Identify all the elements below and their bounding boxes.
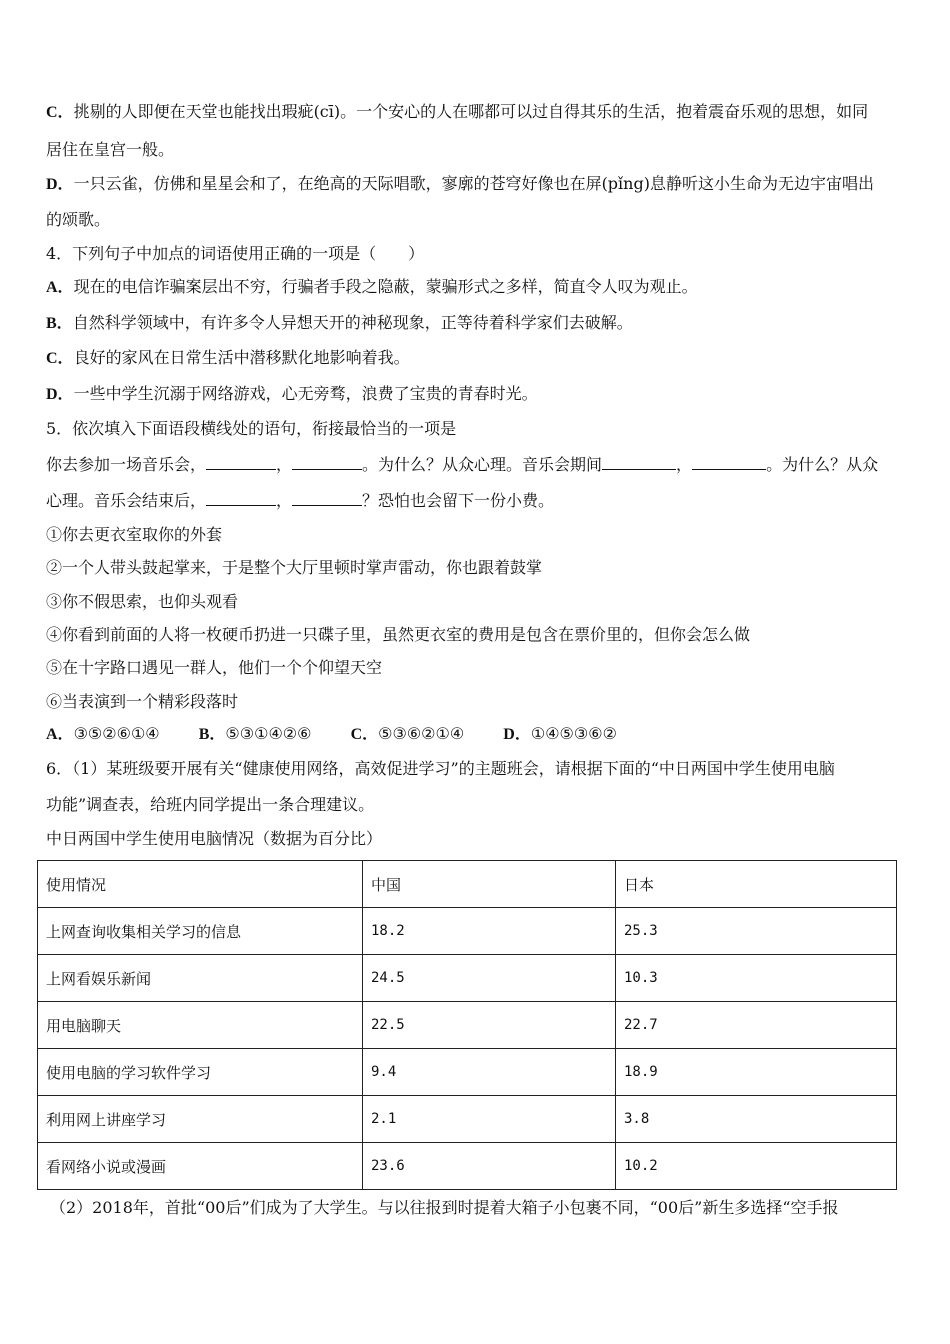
table-cell-usage: 上网看娱乐新闻 [38,955,363,1002]
table-cell-japan: 18.9 [616,1049,897,1096]
q5-sentence-4: ④你看到前面的人将一枚硬币扔进一只碟子里，虽然更衣室的费用是包含在票价里的，但你会怎么做 [46,625,751,644]
q5-sentence-1: ①你去更衣室取你的外套 [46,525,223,544]
table-cell-usage: 看网络小说或漫画 [38,1143,363,1190]
q3-option-c-letter: C． [46,104,74,121]
q4-option-d-text: 一些中学生沉溺于网络游戏，心无旁骛，浪费了宝贵的青春时光。 [73,384,538,403]
q5-blank-5[interactable] [206,491,276,506]
q5-stem: 5．依次填入下面语段横线处的语句，衔接最恰当的一项是 [46,419,457,438]
table-row [38,1049,897,1096]
q5-passage-line2 [46,491,554,511]
table-cell-usage: 上网查询收集相关学习的信息 [38,908,363,955]
q4-option-d-letter: D． [46,386,74,403]
table-header-row [38,861,897,908]
q5-choice-c-text: ⑤③⑥②①④ [378,724,465,743]
q4-stem: 4．下列句子中加点的词语使用正确的一项是（ ） [46,244,425,263]
q6-part1-line1: 6．（1）某班级要开展有关“健康使用网络，高效促进学习”的主题班会，请根据下面的“中日两国中学生使用电脑 [46,759,835,778]
table-cell-japan: 10.2 [616,1143,897,1190]
q6-table-title: 中日两国中学生使用电脑情况（数据为百分比） [46,829,383,848]
table-cell-usage: 利用网上讲座学习 [38,1096,363,1143]
q3-option-c-line1 [46,102,868,123]
q4-option-c-letter: C． [46,350,74,367]
q3-option-d-text: 一只云雀，仿佛和星星会和了，在绝高的天际唱歌，寥廓的苍穹好像也在屏(pǐng)息静听这小生命为无边宇宙唱出 [73,174,874,193]
table-header-china: 中国 [363,861,616,908]
table-row [38,1002,897,1049]
q5-passage-sep1: ， [276,455,293,474]
q5-sentence-2: ②一个人带头鼓起掌来，于是整个大厅里顿时掌声雷动，你也跟着鼓掌 [46,558,543,577]
table-cell-japan: 3.8 [616,1096,897,1143]
q5-blank-6[interactable] [292,491,362,506]
table-row [38,1143,897,1190]
q4-option-b-letter: B． [46,315,73,332]
q5-passage-sep2: ， [676,455,693,474]
q5-passage-part1: 你去参加一场音乐会， [46,455,207,474]
q5-sentence-6: ⑥当表演到一个精彩段落时 [46,692,239,711]
q5-choice-a-letter: A． [46,726,74,743]
table-cell-japan: 25.3 [616,908,897,955]
q5-sentence-3: ③你不假思索，也仰头观看 [46,592,239,611]
q5-blank-4[interactable] [692,455,766,470]
q4-option-a[interactable] [46,277,698,298]
table-cell-china: 23.6 [363,1143,616,1190]
table-row [38,908,897,955]
q4-option-c[interactable] [46,348,410,369]
table-cell-china: 2.1 [363,1096,616,1143]
q5-passage-sep3: ， [276,491,293,510]
q6-part1-line2: 功能”调查表，给班内同学提出一条合理建议。 [46,795,375,814]
table-cell-usage: 使用电脑的学习软件学习 [38,1049,363,1096]
q4-option-b-text: 自然科学领域中，有许多令人异想天开的神秘现象，正等待着科学家们去破解。 [72,313,633,332]
q5-choice-c[interactable] [351,724,465,745]
table-header-japan: 日本 [616,861,897,908]
q4-option-a-text: 现在的电信诈骗案层出不穷，行骗者手段之隐蔽，蒙骗形式之多样，简直令人叹为观止。 [73,277,698,296]
table-header-usage: 使用情况 [38,861,363,908]
q5-choice-b-text: ⑤③①④②⑥ [225,724,312,743]
table-cell-china: 9.4 [363,1049,616,1096]
table-cell-japan: 10.3 [616,955,897,1002]
q4-option-d[interactable] [46,384,538,405]
q3-option-d-line1 [46,174,874,195]
survey-table [37,860,897,1190]
q3-option-c-line2: 居住在皇宫一般。 [46,140,175,159]
q5-blank-2[interactable] [292,455,362,470]
q5-choices [46,724,651,745]
q5-choice-d-letter: D． [503,726,531,743]
q3-option-c-text: 挑剔的人即便在天堂也能找出瑕疵(cī)。一个安心的人在哪都可以过自得其乐的生活，抱着震奋乐观的思想，如同 [73,102,869,121]
q5-choice-a-text: ③⑤②⑥①④ [73,724,160,743]
q3-option-d-line2: 的颂歌。 [46,210,111,229]
q4-option-a-letter: A． [46,279,74,296]
q4-option-c-text: 良好的家风在日常生活中潜移默化地影响着我。 [73,348,410,367]
table-cell-japan: 22.7 [616,1002,897,1049]
table-row [38,955,897,1002]
table-cell-china: 22.5 [363,1002,616,1049]
q5-passage-part3: 。为什么？从众 [766,455,879,474]
table-cell-china: 24.5 [363,955,616,1002]
q5-choice-b[interactable] [199,724,312,745]
q5-choice-c-letter: C． [350,726,379,743]
q6-part2-line1: （2）2018年，首批“00后”们成为了大学生。与以往报到时提着大箱子小包裹不同，“00后”新生多选择“空手报 [50,1198,839,1217]
q5-passage-part5: ？恐怕也会留下一份小费。 [362,491,555,510]
q5-choice-d[interactable] [503,724,617,745]
q5-sentence-5: ⑤在十字路口遇见一群人，他们一个个仰望天空 [46,658,383,677]
q5-choice-b-letter: B． [198,726,226,743]
q5-passage-part2: 。为什么？从众心理。音乐会期间 [362,455,603,474]
q5-choice-d-text: ①④⑤③⑥② [530,724,617,743]
table-cell-usage: 用电脑聊天 [38,1002,363,1049]
table-cell-china: 18.2 [363,908,616,955]
q5-blank-3[interactable] [602,455,676,470]
q5-passage-line1 [46,455,878,475]
q5-choice-a[interactable] [46,724,160,745]
q5-passage-part4: 心理。音乐会结束后， [46,491,207,510]
q4-option-b[interactable] [46,313,633,334]
table-row [38,1096,897,1143]
q5-blank-1[interactable] [206,455,276,470]
q3-option-d-letter: D． [46,176,74,193]
